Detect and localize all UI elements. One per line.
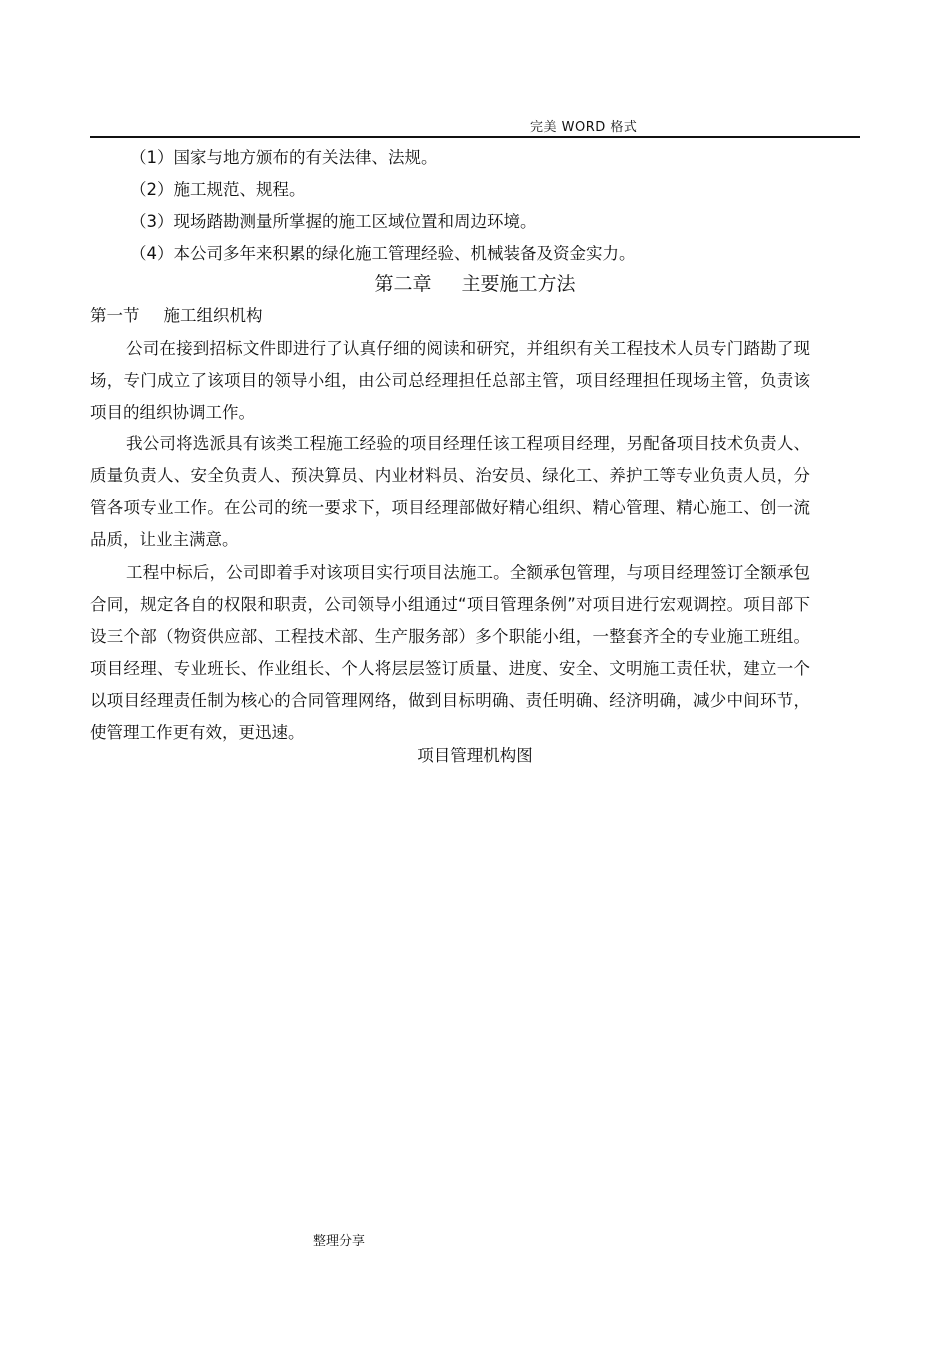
paragraph-1: 公司在接到招标文件即进行了认真仔细的阅读和研究，并组织有关工程技术人员专门踏勘了现场，专门成立了该项目的领导小组，由公司总经理担任总部主管，项目经理担任现场主管，负责该项目的组织协调工作。 — [90, 339, 810, 422]
chapter-heading — [0, 273, 950, 295]
figure-caption: 项目管理机构图 — [417, 746, 533, 765]
paragraph-2: 我公司将选派具有该类工程施工经验的项目经理任该工程项目经理，另配备项目技术负责人、质量负责人、安全负责人、预决算员、内业材料员、治安员、绿化工、养护工等专业负责人员，分管各项专业工作。在公司的统一要求下，项目经理部做好精心组织、精心管理、精心施工、创一流品质，让业主满意。 — [90, 434, 810, 549]
header-divider — [90, 136, 860, 138]
basis-list-item-1: （1）国家与地方颁布的有关法律、法规。 — [130, 148, 438, 167]
paragraph-3: 工程中标后，公司即着手对该项目实行项目法施工。全额承包管理，与项目经理签订全额承包合同，规定各自的权限和职责，公司领导小组通过“项目管理条例”对项目进行宏观调控。项目部下设三个部（物资供应部、工程技术部、生产服务部）多个职能小组，一整套齐全的专业施工班组。项目经理、专业班长、作业组长、个人将层层签订质量、进度、安全、文明施工责任状，建立一个以项目经理责任制为核心的合同管理网络，做到目标明确、责任明确、经济明确，减少中间环节，使管理工作更有效，更迅速。 — [90, 563, 810, 742]
page-header-title: 完美 WORD 格式 — [530, 120, 638, 135]
section-title: 施工组织机构 — [163, 306, 263, 325]
section-heading — [90, 306, 263, 326]
basis-list-item-3: （3）现场踏勘测量所掌握的施工区域位置和周边环境。 — [130, 212, 537, 231]
basis-list-item-2: （2）施工规范、规程。 — [130, 180, 306, 199]
page-footer: 整理分享 — [313, 1234, 366, 1249]
chapter-title: 主要施工方法 — [461, 273, 576, 295]
chapter-number: 第二章 — [374, 273, 432, 295]
section-number: 第一节 — [90, 306, 140, 325]
basis-list-item-4: （4）本公司多年来积累的绿化施工管理经验、机械装备及资金实力。 — [130, 244, 636, 263]
